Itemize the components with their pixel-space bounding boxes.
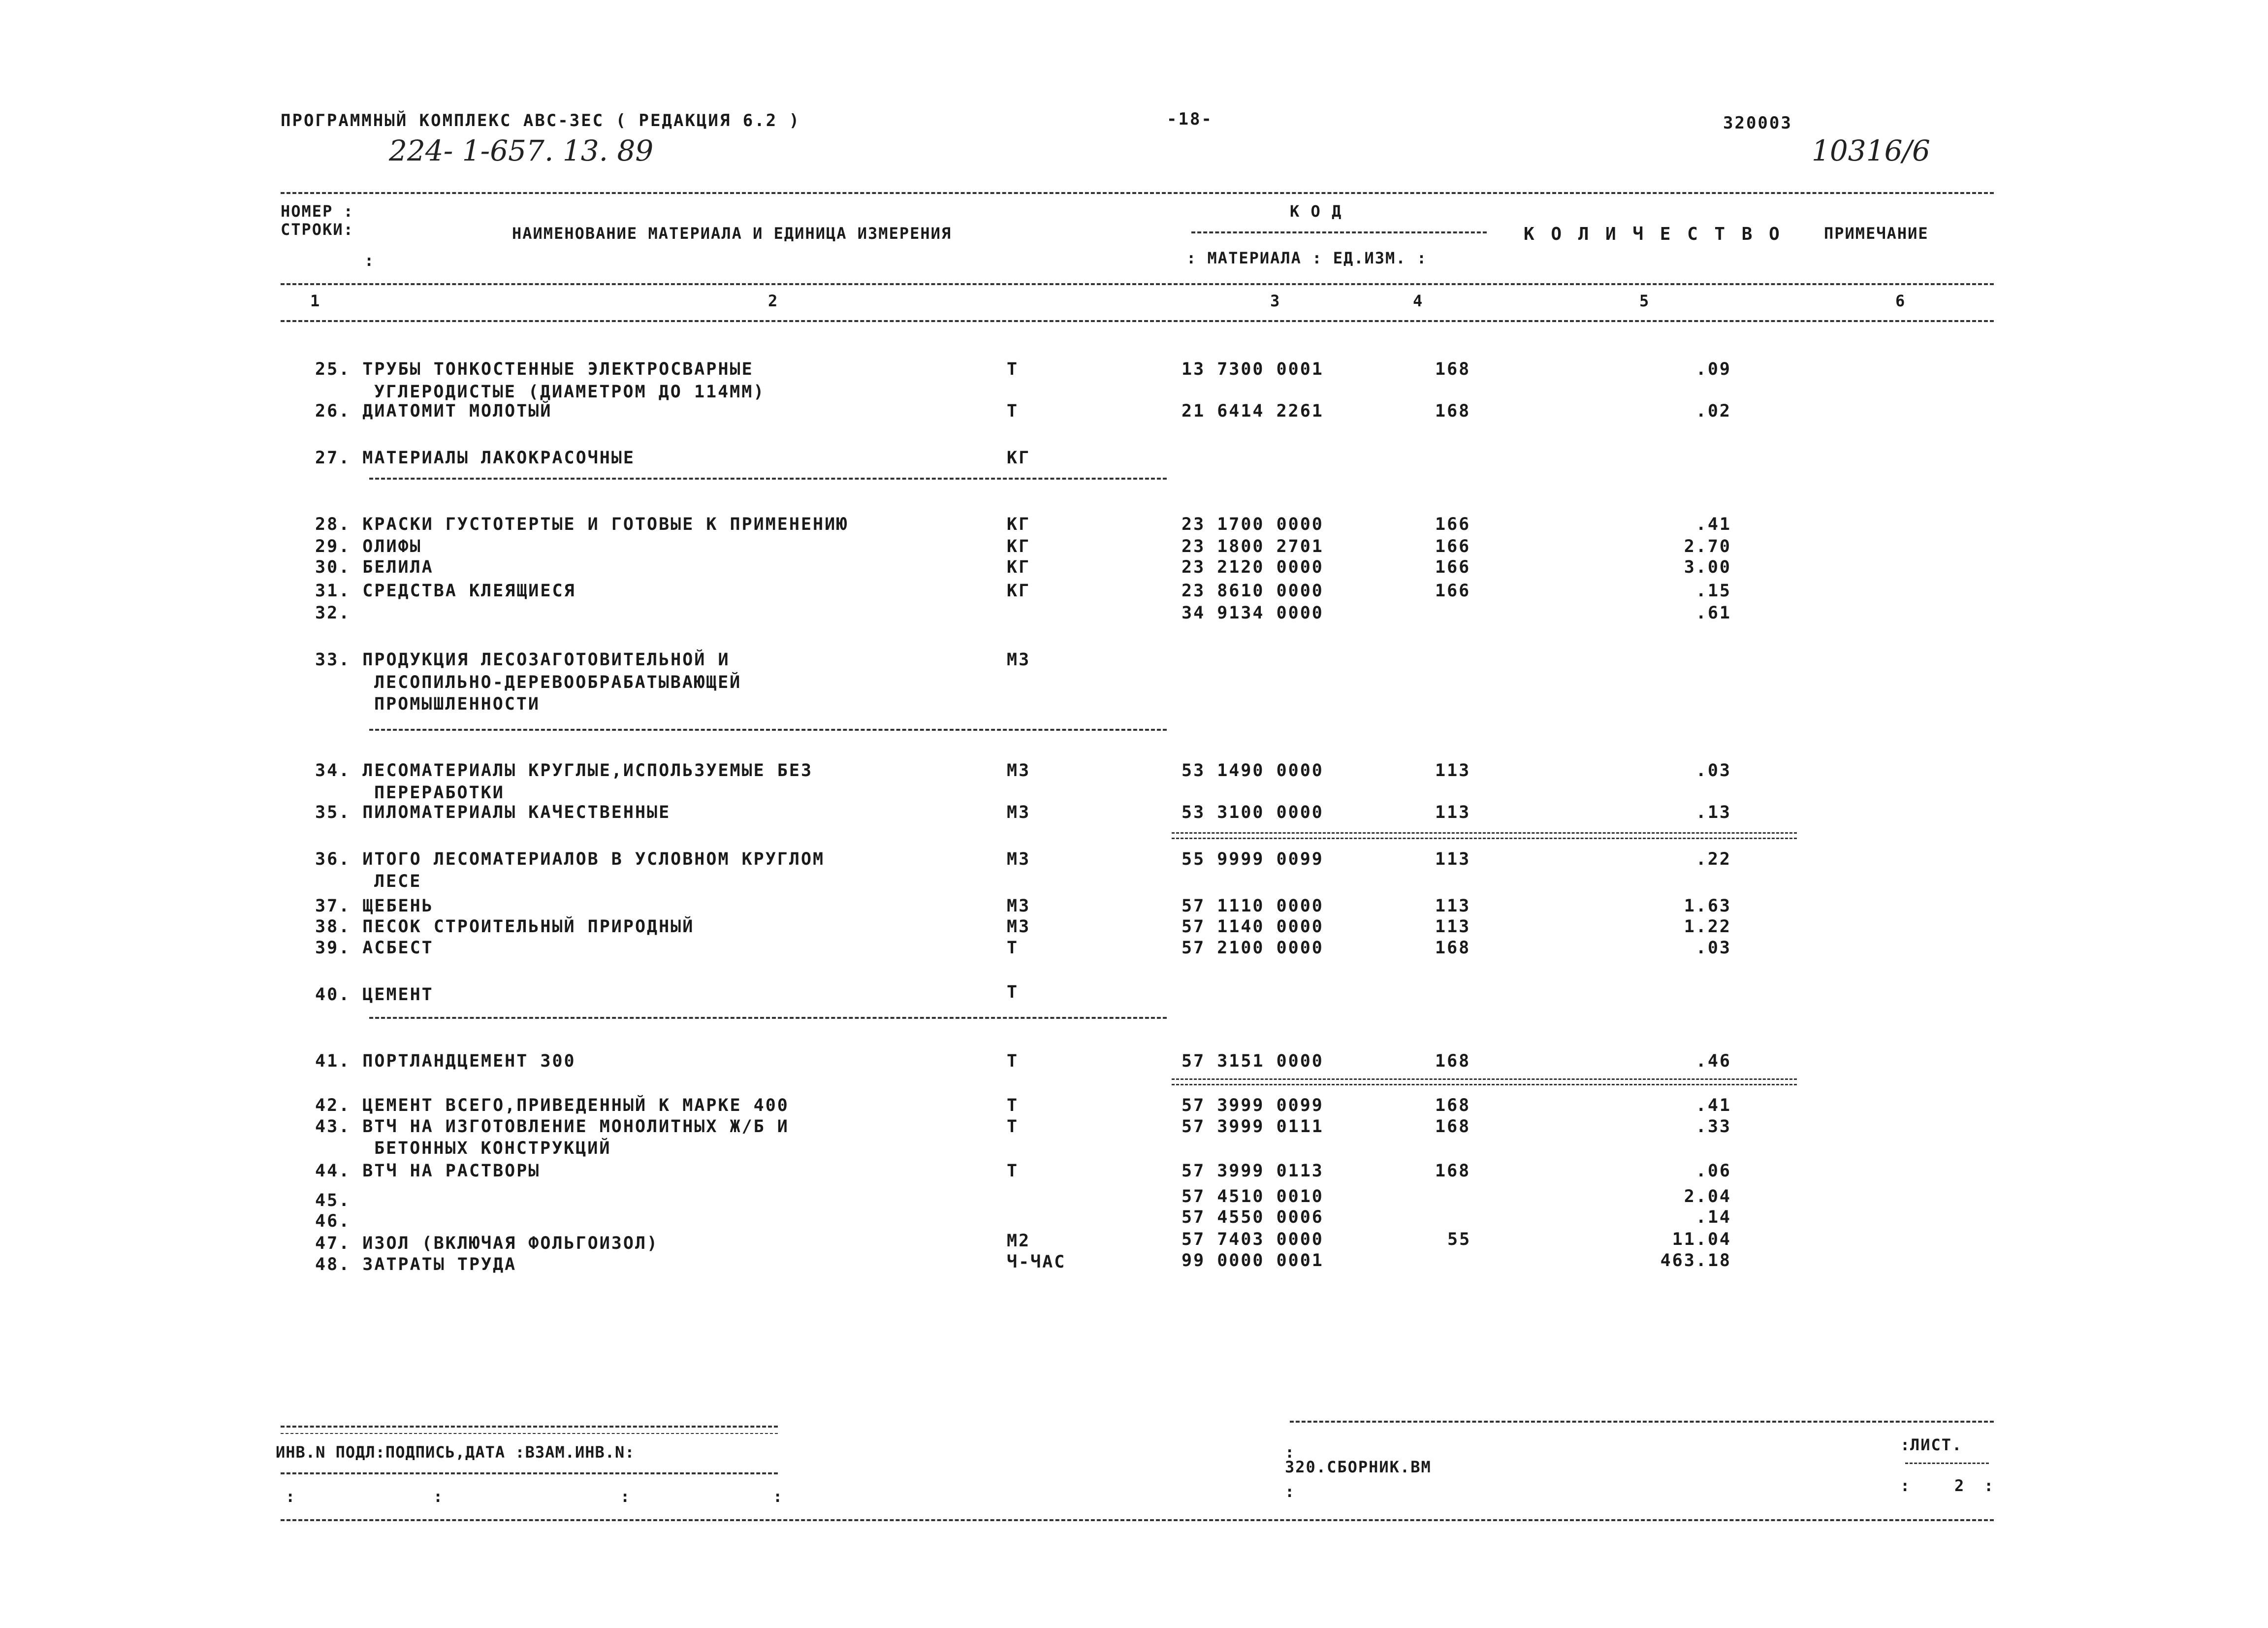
header-code-rule — [1191, 231, 1487, 233]
table-row: 35. ПИЛОМАТЕРИАЛЫ КАЧЕСТВЕННЫЕ — [315, 803, 671, 822]
table-row: 31. СРЕДСТВА КЛЕЯЩИЕСЯ — [315, 581, 576, 601]
col-number-3: 3 — [1270, 292, 1281, 310]
header-bottom-rule — [281, 320, 1994, 322]
header-quantity: К О Л И Ч Е С Т В О — [1524, 224, 1783, 244]
table-top-rule — [281, 192, 1994, 194]
footer-collection-code: 320.СБОРНИК.ВМ — [1285, 1458, 1432, 1476]
table-row: 27. МАТЕРИАЛЫ ЛАКОКРАСОЧНЫЕ — [315, 448, 635, 468]
table-row: 41. ПОРТЛАНДЦЕМЕНТ 300 — [315, 1051, 576, 1071]
table-row: 33. ПРОДУКЦИЯ ЛЕСОЗАГОТОВИТЕЛЬНОЙ И — [315, 650, 730, 670]
material-name: ТРУБЫ ТОНКОСТЕННЫЕ ЭЛЕКТРОСВАРНЫЕ — [362, 359, 754, 379]
table-row: 32. — [315, 603, 351, 623]
table-row: 39. АСБЕСТ — [315, 938, 434, 958]
material-name-cont: УГЛЕРОДИСТЫЕ (ДИАМЕТРОМ ДО 114ММ) — [374, 382, 766, 402]
table-row: 44. ВТЧ НА РАСТВОРЫ — [315, 1161, 541, 1181]
total-separator — [1172, 1078, 1797, 1085]
table-row: 36. ИТОГО ЛЕСОМАТЕРИАЛОВ В УСЛОВНОМ КРУГЛОМ — [315, 849, 825, 869]
unit: Т — [1007, 359, 1019, 379]
header-row-no-1: НОМЕР : — [281, 202, 354, 221]
handwritten-project-number: 224- 1-657. 13. 89 — [389, 134, 654, 167]
table-row: 28. КРАСКИ ГУСТОТЕРТЫЕ И ГОТОВЫЕ К ПРИМЕНЕНИЮ — [315, 515, 849, 534]
total-separator — [1172, 832, 1797, 839]
unit-code: 168 — [1435, 359, 1471, 379]
footer-sheet-label: ЛИСТ. — [1910, 1435, 1963, 1454]
table-row: 37. ЩЕБЕНЬ — [315, 896, 434, 916]
table-row: 29. ОЛИФЫ — [315, 537, 422, 556]
table-row: 40. ЦЕМЕНТ — [315, 985, 434, 1005]
quantity: .09 — [1695, 359, 1731, 379]
col-number-4: 4 — [1413, 292, 1424, 310]
row-number: 25. — [315, 359, 351, 379]
footer-left-cells: ИНВ.N ПОДЛ:ПОДПИСЬ,ДАТА :ВЗАМ.ИНВ.N: — [276, 1443, 635, 1462]
material-code: 13 7300 0001 — [1182, 359, 1324, 379]
col-number-1: 1 — [310, 292, 321, 310]
table-row: 47. ИЗОЛ (ВКЛЮЧАЯ ФОЛЬГОИЗОЛ) — [315, 1234, 659, 1253]
col-number-6: 6 — [1895, 292, 1906, 310]
page-number: -18- — [1167, 109, 1213, 129]
header-note: ПРИМЕЧАНИЕ — [1824, 224, 1929, 243]
table-row: 26. ДИАТОМИТ МОЛОТЫЙ — [315, 401, 552, 421]
handwritten-sheet-code: 10316/6 — [1812, 134, 1930, 167]
header-row-no-2: СТРОКИ: — [281, 220, 354, 239]
table-row: 30. БЕЛИЛА — [315, 557, 434, 577]
group-separator — [369, 729, 1167, 731]
col-number-2: 2 — [768, 292, 779, 310]
header-code: К О Д — [1290, 202, 1342, 221]
document-code: 320003 — [1723, 113, 1792, 133]
table-row: 48. ЗАТРАТЫ ТРУДА — [315, 1255, 517, 1274]
table-row — [315, 359, 754, 379]
table-row: 46. — [315, 1211, 351, 1231]
header-code-subcols: : МАТЕРИАЛА : ЕД.ИЗМ. : — [1186, 249, 1428, 267]
col-number-5: 5 — [1639, 292, 1650, 310]
group-separator — [369, 1017, 1167, 1019]
table-row: 42. ЦЕМЕНТ ВСЕГО,ПРИВЕДЕННЫЙ К МАРКЕ 400 — [315, 1096, 789, 1115]
header-material-name: НАИМЕНОВАНИЕ МАТЕРИАЛА И ЕДИНИЦА ИЗМЕРЕНИЯ — [512, 224, 952, 243]
table-row: 45. — [315, 1191, 351, 1210]
header-mid-rule — [281, 283, 1994, 285]
table-row: 43. ВТЧ НА ИЗГОТОВЛЕНИЕ МОНОЛИТНЫХ Ж/Б И — [315, 1117, 789, 1137]
table-row: 38. ПЕСОК СТРОИТЕЛЬНЫЙ ПРИРОДНЫЙ — [315, 917, 695, 937]
table-row: 34. ЛЕСОМАТЕРИАЛЫ КРУГЛЫЕ,ИСПОЛЬЗУЕМЫЕ БЕЗ — [315, 761, 813, 781]
group-separator — [369, 478, 1167, 480]
program-title: ПРОГРАММНЫЙ КОМПЛЕКС АВС-3ЕС ( РЕДАКЦИЯ 6.2 ) — [281, 111, 801, 130]
footer-sheet-number: 2 — [1954, 1476, 1965, 1495]
